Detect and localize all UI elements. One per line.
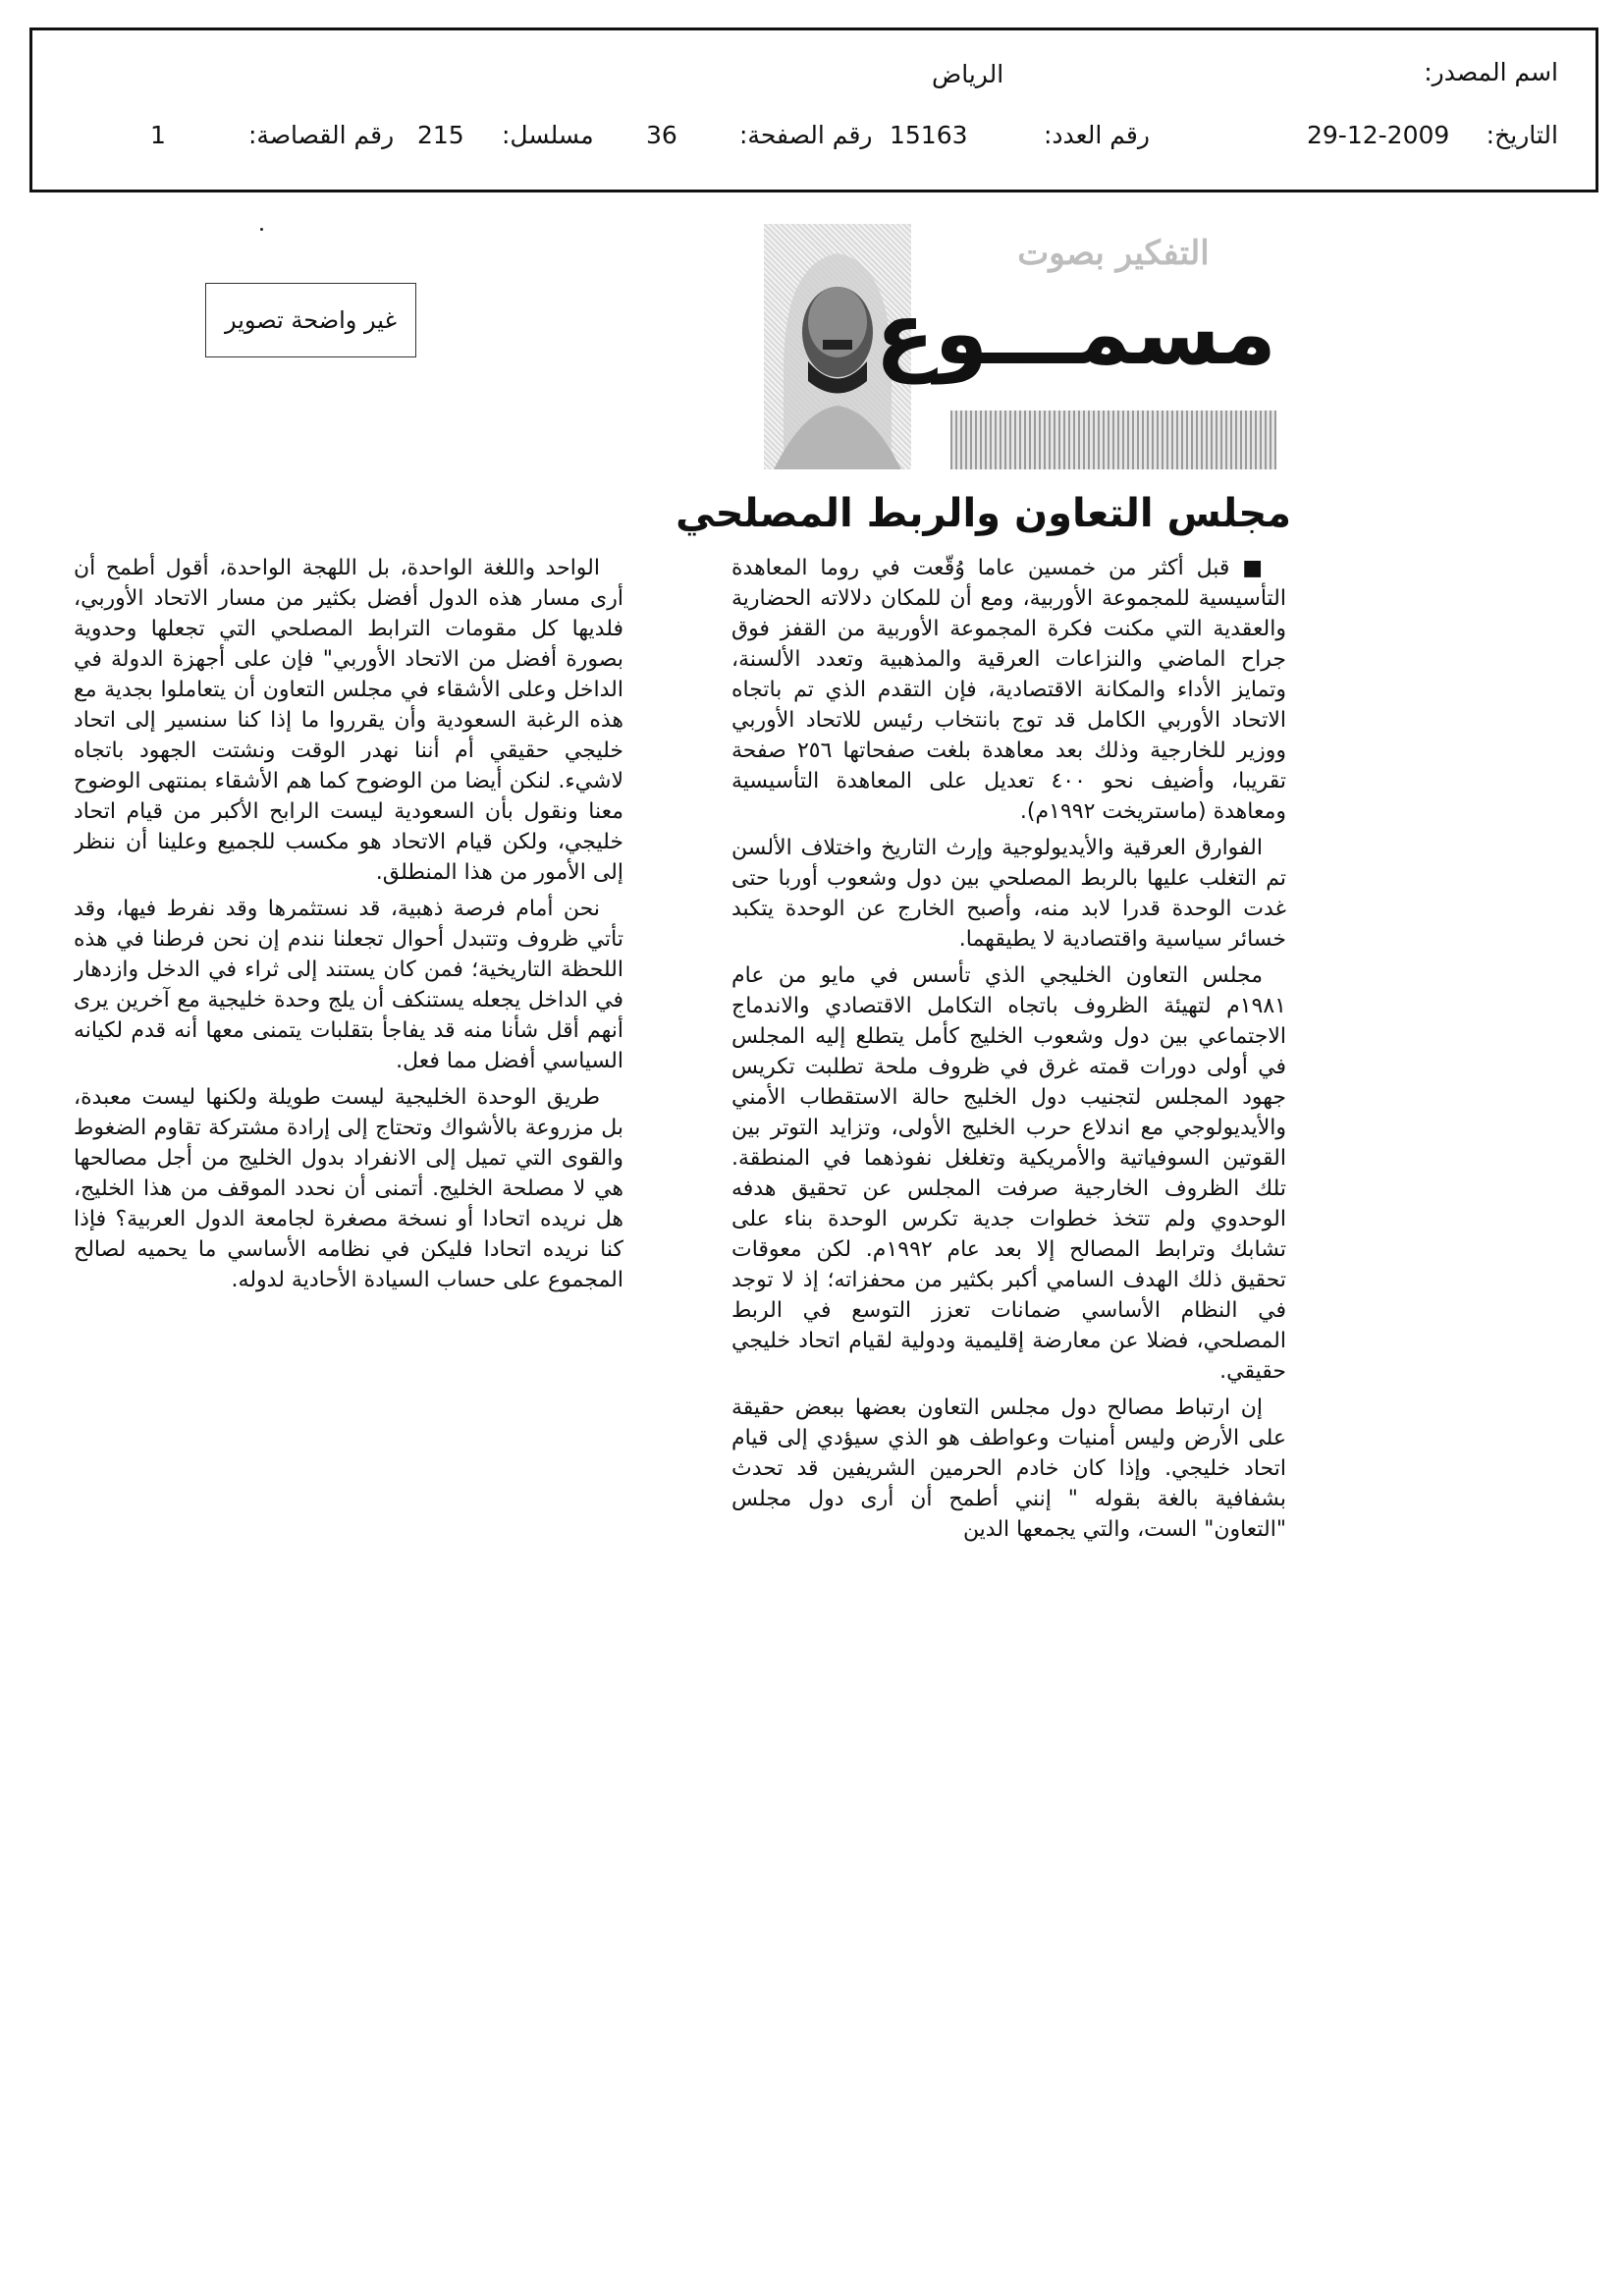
page-value: 36 xyxy=(646,121,677,149)
unclear-photocopy-note: غير واضحة تصوير xyxy=(205,283,416,357)
date-value: 29-12-2009 xyxy=(1307,121,1450,149)
paragraph: طريق الوحدة الخليجية ليست طويلة ولكنها ليست معبدة، بل مزروعة بالأشواك وتحتاج إلى إرادة مشتركة تقاوم الضغوط والقوى التي تميل إلى الانفراد بدول الخليج من أجل مصالحها هي لا مصلحة الخليج. أتمنى أن نحدد الموقف من هذا الخليج، هل نريده اتحادا أو نسخة مصغرة لجامعة الدول العربية؟ فإذا كنا نريده اتحادا فليكن في نظامه الأساسي ما يحميه لصالح المجموع على حساب السيادة الأحادية لدوله. xyxy=(74,1085,623,1292)
paragraph: مجلس التعاون الخليجي الذي تأسس في مايو من عام ١٩٨١م لتهيئة الظروف باتجاه التكامل الاقتصادي والاندماج الاجتماعي بين دول وشعوب الخليج كأمل يتطلع إليه المجلس في أولى دورات قمته غرق في ظروف ملحة تطلبت تكريس جهود المجلس لتجنيب دول الخليج حالة الاستقطاب الأمني والأيديولوجي مع اندلاع حرب الخليج الأولى، وتزايد التوتر بين القوتين السوفياتية والأمريكية وتغلغل نفوذهما في المنطقة. تلك الظروف الخارجية صرفت المجلس عن تحقيق هدفه الوحدوي ولم تتخذ خطوات جدية تكرس الوحدة بناء على تشابك وترابط المصالح إلا بعد عام ١٩٩٢م. لكن معوقات تحقيق ذلك الهدف السامي أكبر بكثير من محفزاته؛ إذ لا توجد في النظام الأساسي ضمانات تعزز التوسع في الربط المصلحي، فضلا عن معارضة إقليمية ودولية لقيام اتحاد خليجي حقيقي. xyxy=(731,963,1286,1384)
logo-decorative-band xyxy=(950,410,1276,469)
issue-value: 15163 xyxy=(890,121,968,149)
paragraph: إن ارتباط مصالح دول مجلس التعاون بعضها ببعض حقيقة على الأرض وليس أمنيات وعواطف هو الذي سيؤدي إلى قيام اتحاد خليجي. وإذا كان خادم الحرمين الشريفين قد تحدث بشفافية بالغة بقوله " إنني أطمح أن أرى دول مجلس "التعاون" الست، والتي يجمعها الدين xyxy=(731,1395,1286,1542)
clipping-value: 1 xyxy=(150,121,166,149)
logo-subtitle: التفكير بصوت xyxy=(1017,234,1210,273)
article-title: مجلس التعاون والربط المصلحي xyxy=(676,491,1291,536)
serial-label: مسلسل: xyxy=(502,121,594,149)
source-label: اسم المصدر: xyxy=(1424,58,1558,86)
serial-value: 215 xyxy=(417,121,464,149)
paragraph: الواحد واللغة الواحدة، بل اللهجة الواحدة، أقول أطمح أن أرى مسار هذه الدول أفضل بكثير من مسار الاتحاد الأوربي، فلديها كل مقومات الترابط المصلحي التي تجعلها وحدوية بصورة أفضل من الاتحاد الأوربي" فإن على أجهزة الدولة في الداخل وعلى الأشقاء في مجلس التعاون أن يتعاملوا بجدية مع هذه الرغبة السعودية وأن يقرروا ما إذا كنا سنسير إلى اتحاد خليجي حقيقي أم أننا نهدر الوقت ونشتت الجهود باتجاه لاشيء. لنكن أيضا من الوضوح كما هم الأشقاء بمنتهى الوضوح معنا ونقول بأن السعودية ليست الرابح الأكبر من قيام اتحاد خليجي، ولكن قيام الاتحاد هو مكسب للجميع وعلينا أن ننظر إلى الأمور من هذا المنطلق. xyxy=(74,556,623,885)
article-column-right xyxy=(731,553,1286,1869)
article-column-left xyxy=(74,553,623,1555)
page-label: رقم الصفحة: xyxy=(739,121,873,149)
column-logo xyxy=(756,224,1281,469)
clipping-label: رقم القصاصة: xyxy=(248,121,395,149)
clipping-header xyxy=(29,27,1598,192)
paragraph: نحن أمام فرصة ذهبية، قد نستثمرها وقد نفرط فيها، وقد تأتي ظروف وتتبدل أحوال تجعلنا نندم إن نحن فرطنا في هذه اللحظة التاريخية؛ فمن كان يستند إلى ثراء في الدخل وازدهار في الداخل يجعله يستنكف أن يلج وحدة خليجية مع آخرين يرى أنهم أقل شأنا منه قد يفاجأ بتقلبات يتمنى معها أنه قدم لكيانه السياسي أفضل مما فعل. xyxy=(74,897,623,1073)
source-value: الرياض xyxy=(932,60,1004,88)
issue-label: رقم العدد: xyxy=(1044,121,1150,149)
scan-speck xyxy=(260,228,263,231)
paragraph: الفوارق العرقية والأيديولوجية وإرث التاريخ واختلاف الألسن تم التغلب عليها بالربط المصلحي بين دول وشعوب أوربا حتى غدت الوحدة قدرا لابد منه، وأصبح الخارج عن الوحدة يتكبد خسائر سياسية واقتصادية لا يطيقهما. xyxy=(731,836,1286,952)
paragraph: ■ قبل أكثر من خمسين عاما وُقّعت في روما المعاهدة التأسيسية للمجموعة الأوربية، ومع أن للمكان دلالاته الحضارية والعقدية التي مكنت فكرة المجموعة الأوربية من القفز فوق جراح الماضي والنزاعات العرقية والمذهبية وتعدد الألسنة، وتمايز الأداء والمكانة الاقتصادية، فإن التقدم الذي تم باتجاه الاتحاد الأوربي الكامل قد توج بانتخاب رئيس للاتحاد الأوربي ووزير للخارجية وذلك بعد معاهدة بلغت صفحاتها ٢٥٦ صفحة تقريبا، وأضيف نحو ٤٠٠ تعديل على المعاهدة التأسيسية ومعاهدة (ماستريخت ١٩٩٢م). xyxy=(731,556,1286,824)
date-label: التاريخ: xyxy=(1486,121,1558,149)
logo-title: مسمـــوع xyxy=(875,283,1276,384)
